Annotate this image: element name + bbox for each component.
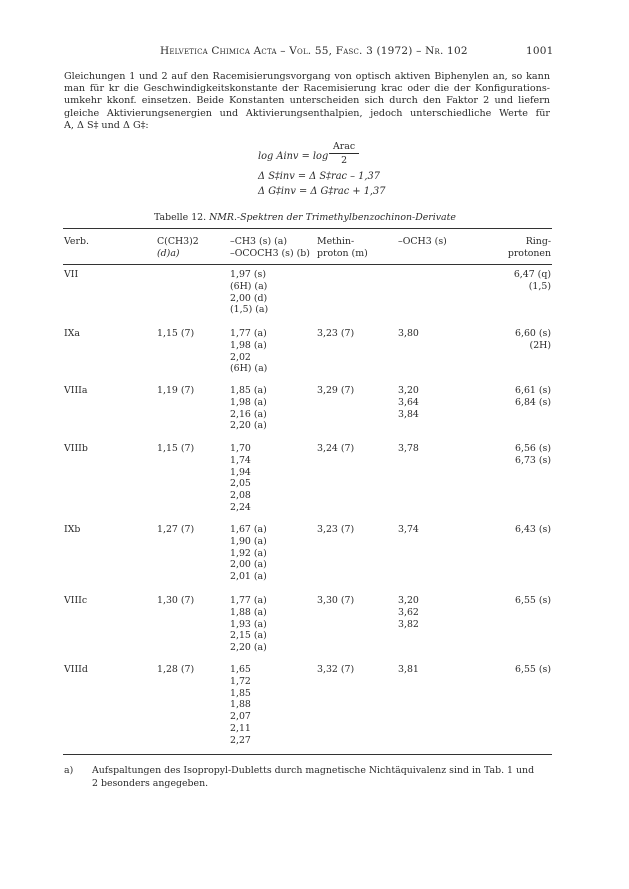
equation-1-left: log Ainv = log: [258, 151, 329, 162]
row-ch3: 1,97 (s) (6H) (a) 2,00 (d) (1,5) (a): [230, 269, 269, 316]
intro-paragraph: [64, 71, 550, 132]
row-cch3: 1,27 (7): [157, 524, 195, 535]
intro-line: umkehr kkonf. einsetzen. Beide Konstanten unterscheiden sich durch den Faktor 2 und liefern: [64, 95, 550, 107]
row-ch3: 1,67 (a) 1,90 (a) 1,92 (a) 2,00 (a) 2,01 (a): [230, 524, 267, 583]
table-top-rule: [63, 228, 552, 229]
row-ring: 6,55 (s): [515, 664, 551, 675]
row-cch3: 1,15 (7): [157, 328, 195, 339]
equation-2: Δ S‡inv = Δ S‡rac – 1,37: [258, 171, 380, 182]
row-methin: 3,23 (7): [317, 328, 355, 339]
row-methin: 3,23 (7): [317, 524, 355, 535]
intro-line: gleiche Aktivierungsenergien und Aktivierungsenthalpien, jedoch unterschiedliche Werte für: [64, 107, 550, 119]
row-ring: 6,43 (s): [515, 524, 551, 535]
row-cch3: 1,28 (7): [157, 664, 195, 675]
intro-line: A, Δ S‡ und Δ G‡:: [64, 119, 149, 131]
row-cch3: 1,19 (7): [157, 385, 195, 396]
fraction-numerator: Arac: [329, 141, 359, 154]
row-methin: 3,32 (7): [317, 664, 355, 675]
table-bottom-rule: [63, 754, 552, 755]
table-caption: [154, 212, 456, 223]
header-verb: Verb.: [64, 236, 89, 247]
row-verb: VIIIa: [64, 385, 88, 396]
row-ch3: 1,77 (a) 1,88 (a) 1,93 (a) 2,15 (a) 2,20 (a): [230, 595, 267, 654]
row-och3: 3,81: [398, 664, 419, 675]
row-och3: 3,78: [398, 443, 419, 454]
row-verb: VIIIb: [64, 443, 88, 454]
row-verb: IXb: [64, 524, 81, 535]
intro-line: man für kr die Geschwindigkeitskonstante der Racemisierung krac oder die der Konfigurations-: [64, 83, 550, 95]
header-ch3: –CH3 (s) (a) –OCOCH3 (s) (b): [230, 236, 310, 259]
row-och3: 3,74: [398, 524, 419, 535]
row-ring: 6,47 (q) (1,5): [513, 269, 551, 292]
row-ring: 6,55 (s): [515, 595, 551, 606]
row-ch3: 1,70 1,74 1,94 2,05 2,08 2,24: [230, 443, 251, 513]
row-methin: 3,29 (7): [317, 385, 355, 396]
footnote-line: Aufspaltungen des Isopropyl-Dubletts durch magnetische Nichtäquivalenz sind in Tab. 1 und: [92, 765, 535, 776]
row-ring: 6,56 (s) 6,73 (s): [515, 443, 551, 466]
row-ch3: 1,65 1,72 1,85 1,88 2,07 2,11 2,27: [230, 664, 251, 746]
table-header-rule: [63, 264, 552, 265]
row-och3: 3,20 3,62 3,82: [398, 595, 419, 630]
row-cch3: 1,30 (7): [157, 595, 195, 606]
row-ch3: 1,85 (a) 1,98 (a) 2,16 (a) 2,20 (a): [230, 385, 267, 432]
header-ring: Ring- protonen: [507, 236, 551, 259]
footnote-line: 2 besonders angegeben.: [92, 778, 209, 789]
header-och3: –OCH3 (s): [398, 236, 447, 247]
row-verb: VIIIc: [64, 595, 88, 606]
row-och3: 3,20 3,64 3,84: [398, 385, 419, 420]
row-ch3: 1,77 (a) 1,98 (a) 2,02 (6H) (a): [230, 328, 268, 375]
intro-line: Gleichungen 1 und 2 auf den Racemisierungsvorgang von optisch aktiven Biphenylen an, so kann: [64, 71, 550, 82]
footnote-marker: a): [64, 765, 74, 776]
row-och3: 3,80: [398, 328, 419, 339]
row-methin: 3,24 (7): [317, 443, 355, 454]
table-caption-label: Tabelle 12.: [154, 212, 207, 223]
header-methin: Methin- proton (m): [317, 236, 368, 259]
row-ring: 6,61 (s) 6,84 (s): [515, 385, 551, 408]
row-methin: 3,30 (7): [317, 595, 355, 606]
row-verb: VII: [64, 269, 79, 280]
header-cch3: C(CH3)2 (d)a): [157, 236, 199, 259]
table-caption-title: NMR.-Spektren der Trimethylbenzochinon-Derivate: [209, 212, 456, 223]
row-verb: IXa: [64, 328, 80, 339]
row-verb: VIIId: [64, 664, 88, 675]
journal-title: Helvetica Chimica Acta – Vol. 55, Fasc. 3 (1972) – Nr. 102: [160, 45, 468, 57]
row-ring: 6,60 (s) (2H): [515, 328, 551, 351]
equation-1-fraction: [329, 141, 359, 166]
equation-3: Δ G‡inv = Δ G‡rac + 1,37: [258, 186, 386, 197]
row-cch3: 1,15 (7): [157, 443, 195, 454]
fraction-denominator: 2: [341, 155, 348, 166]
page-number: 1001: [526, 45, 554, 57]
